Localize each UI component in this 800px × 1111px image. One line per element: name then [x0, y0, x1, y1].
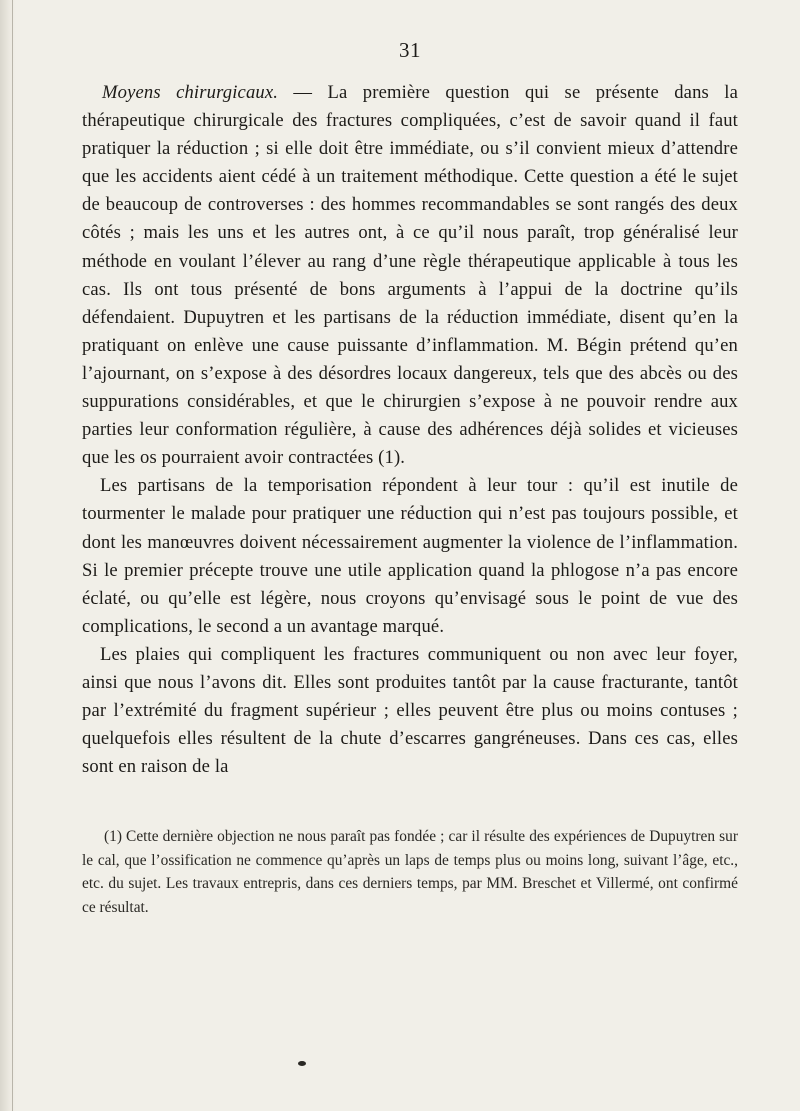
- footnote: (1) Cette dernière objection ne nous paraît pas fondée ; car il résulte des expériences de Dupuytren sur le cal, que l’ossification ne commence qu’après un laps de temps plus ou moins long, suivant l’âge, etc., etc. du sujet. Les travaux entrepris, dans ces derniers temps, par MM. Breschet et Villermé, ont confirmé ce résultat.: [82, 828, 738, 916]
- page-edge-line: [12, 0, 13, 1111]
- section-heading: Moyens chirurgicaux.: [102, 82, 279, 103]
- ink-fleck-mark: [298, 1061, 306, 1066]
- paragraph-surgical-means: [82, 79, 738, 472]
- page-gutter-shadow: [0, 0, 16, 1111]
- book-page: [82, 38, 738, 919]
- footnote-spacer: [82, 781, 738, 825]
- paragraph-text: — La première question qui se présente dans la thérapeutique chirurgicale des fractures compliquées, c’est de savoir quand il faut pratiquer la réduction ; si elle doit être immédiate, ou s’il convient mieux d’attendre que les accidents aient cédé à un traitement méthodique. Cette question a été le sujet de beaucoup de controverses : des hommes recommandables se sont rangés des deux côtés ; mais les uns et les autres ont, à ce qu’il nous paraît, trop généralisé leur méthode en voulant l’élever au rang d’une règle thérapeutique applicable à tous les cas. Ils ont tous présenté de bons arguments à l’appui de la doctrine qu’ils défendaient. Dupuytren et les partisans de la réduction immédiate, disent qu’en la pratiquant on enlève une cause puissante d’inflammation. M. Bégin prétend qu’en l’ajournant, on s’expose à des désordres locaux dangereux, tels que des abcès ou des suppurations considérables, et que le chirurgien s’expose à ne pouvoir rendre aux parties leur conformation régulière, à cause des adhérences déjà solides et vicieuses que les os pourraient avoir contractées (1).: [82, 82, 738, 469]
- paragraph-temporisation: Les partisans de la temporisation répondent à leur tour : qu’il est inutile de tourmenter le malade pour pratiquer une réduction qui n’est pas toujours possible, et dont les manœuvres doivent nécessairement augmenter la violence de l’inflammation. Si le premier précepte trouve une utile application quand la phlogose n’a pas encore éclaté, ou qu’elle est légère, nous croyons qu’envisagé sous le point de vue des complications, le second a un avantage marqué.: [82, 475, 738, 637]
- page-number: 31: [399, 38, 421, 62]
- paragraph-wounds: Les plaies qui compliquent les fractures communiquent ou non avec leur foyer, ainsi que nous l’avons dit. Elles sont produites tantôt par la cause fracturante, tantôt par l’extrémité du fragment supérieur ; elles peuvent être plus ou moins contuses ; quelquefois elles résultent de la chute d’escarres gangréneuses. Dans ces cas, elles sont en raison de la: [82, 643, 738, 778]
